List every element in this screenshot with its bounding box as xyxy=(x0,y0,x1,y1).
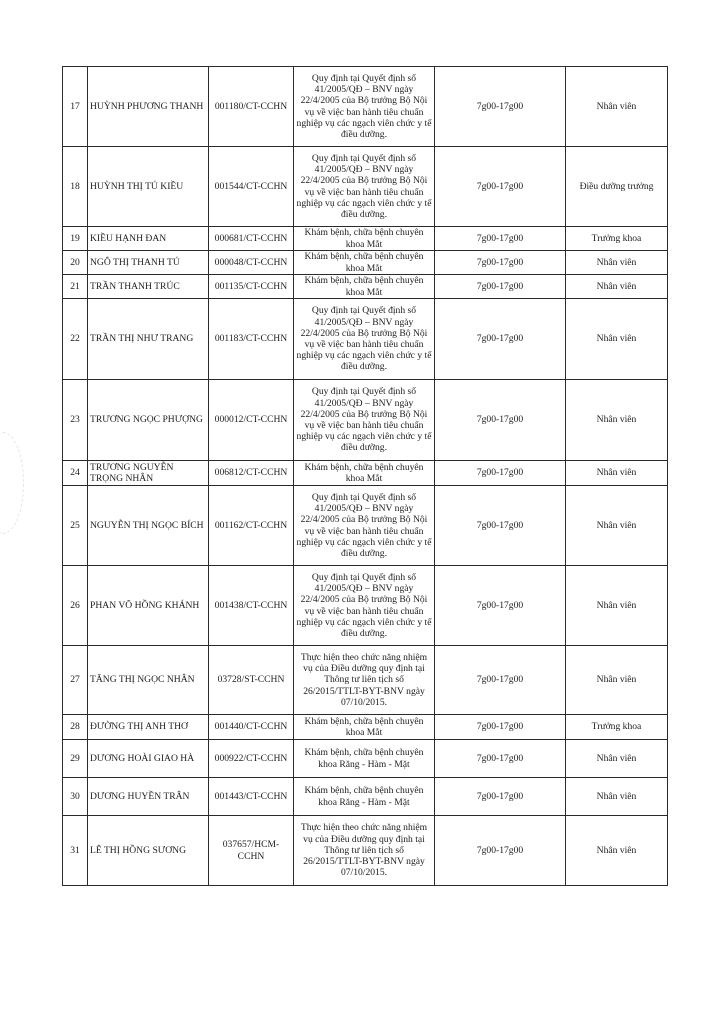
working-hours: 7g00-17g00 xyxy=(435,486,566,566)
row-number: 29 xyxy=(63,740,88,778)
table-row xyxy=(63,778,668,816)
row-number: 20 xyxy=(63,251,88,275)
working-hours: 7g00-17g00 xyxy=(435,275,566,299)
certificate-number: 000048/CT-CCHN xyxy=(209,251,294,275)
practice-scope: Khám bệnh, chữa bệnh chuyên khoa Răng - Hàm - Mặt xyxy=(294,740,435,778)
working-hours: 7g00-17g00 xyxy=(435,566,566,646)
certificate-number: 001440/CT-CCHN xyxy=(209,715,294,740)
position: Nhân viên xyxy=(566,67,668,147)
practice-scope: Quy định tại Quyết định số 41/2005/QĐ – BNV ngày 22/4/2005 của Bộ trưởng Bộ Nội vụ về việc ban hành tiêu chuẩn nghiệp vụ các ngạch viên chức y tế điều dưỡng. xyxy=(294,380,435,461)
certificate-number: 001443/CT-CCHN xyxy=(209,778,294,816)
practice-scope: Quy định tại Quyết định số 41/2005/QĐ – BNV ngày 22/4/2005 của Bộ trưởng Bộ Nội vụ về việc ban hành tiêu chuẩn nghiệp vụ các ngạch viên chức y tế điều dưỡng. xyxy=(294,67,435,147)
table-row xyxy=(63,67,668,147)
certificate-number: 03728/ST-CCHN xyxy=(209,646,294,715)
table-row xyxy=(63,566,668,646)
table-row xyxy=(63,380,668,461)
certificate-number: 000681/CT-CCHN xyxy=(209,227,294,251)
table-row xyxy=(63,227,668,251)
position: Điều dưỡng trưởng xyxy=(566,147,668,227)
staff-name: TĂNG THỊ NGỌC NHÂN xyxy=(88,646,209,715)
certificate-number: 001162/CT-CCHN xyxy=(209,486,294,566)
working-hours: 7g00-17g00 xyxy=(435,67,566,147)
certificate-number: 001438/CT-CCHN xyxy=(209,566,294,646)
certificate-number: 001180/CT-CCHN xyxy=(209,67,294,147)
staff-name: PHAN VÕ HỒNG KHÁNH xyxy=(88,566,209,646)
row-number: 25 xyxy=(63,486,88,566)
position: Nhân viên xyxy=(566,275,668,299)
position: Nhân viên xyxy=(566,299,668,380)
practice-scope: Khám bệnh, chữa bệnh chuyên khoa Mắt xyxy=(294,715,435,740)
practice-scope: Khám bệnh, chữa bệnh chuyên khoa Mắt xyxy=(294,227,435,251)
row-number: 27 xyxy=(63,646,88,715)
staff-name: HUỲNH PHƯƠNG THANH xyxy=(88,67,209,147)
row-number: 18 xyxy=(63,147,88,227)
position: Nhân viên xyxy=(566,646,668,715)
row-number: 17 xyxy=(63,67,88,147)
working-hours: 7g00-17g00 xyxy=(435,715,566,740)
practice-scope: Quy định tại Quyết định số 41/2005/QĐ – BNV ngày 22/4/2005 của Bộ trưởng Bộ Nội vụ về việc ban hành tiêu chuẩn nghiệp vụ các ngạch viên chức y tế điều dưỡng. xyxy=(294,147,435,227)
certificate-number: 001135/CT-CCHN xyxy=(209,275,294,299)
working-hours: 7g00-17g00 xyxy=(435,251,566,275)
practice-scope: Khám bệnh, chữa bệnh chuyên khoa Mắt xyxy=(294,461,435,486)
staff-name: TRƯƠNG NGỌC PHƯỢNG xyxy=(88,380,209,461)
certificate-number: 037657/HCM-CCHN xyxy=(209,816,294,886)
staff-name: DƯƠNG HOÀI GIAO HÀ xyxy=(88,740,209,778)
staff-name: TRƯƠNG NGUYỄN TRỌNG NHÂN xyxy=(88,461,209,486)
certificate-number: 000922/CT-CCHN xyxy=(209,740,294,778)
row-number: 19 xyxy=(63,227,88,251)
staff-name: TRẦN THANH TRÚC xyxy=(88,275,209,299)
table-row xyxy=(63,740,668,778)
staff-name: ĐƯỜNG THỊ ANH THƠ xyxy=(88,715,209,740)
staff-name: NGUYỄN THỊ NGỌC BÍCH xyxy=(88,486,209,566)
table-row xyxy=(63,275,668,299)
row-number: 22 xyxy=(63,299,88,380)
table-row xyxy=(63,461,668,486)
staff-table xyxy=(62,66,668,886)
practice-scope: Khám bệnh, chữa bệnh chuyên khoa Mắt xyxy=(294,251,435,275)
row-number: 26 xyxy=(63,566,88,646)
working-hours: 7g00-17g00 xyxy=(435,299,566,380)
practice-scope: Khám bệnh, chữa bệnh chuyên khoa Mắt xyxy=(294,275,435,299)
working-hours: 7g00-17g00 xyxy=(435,646,566,715)
practice-scope: Thực hiện theo chức năng nhiệm vụ của Điều dưỡng quy định tại Thông tư liên tịch số 26/2015/TTLT-BYT-BNV ngày 07/10/2015. xyxy=(294,816,435,886)
staff-name: NGÔ THỊ THANH TÚ xyxy=(88,251,209,275)
row-number: 23 xyxy=(63,380,88,461)
position: Nhân viên xyxy=(566,566,668,646)
practice-scope: Quy định tại Quyết định số 41/2005/QĐ – BNV ngày 22/4/2005 của Bộ trưởng Bộ Nội vụ về việc ban hành tiêu chuẩn nghiệp vụ các ngạch viên chức y tế điều dưỡng. xyxy=(294,566,435,646)
staff-name: TRẦN THỊ NHƯ TRANG xyxy=(88,299,209,380)
practice-scope: Khám bệnh, chữa bệnh chuyên khoa Răng - Hàm - Mặt xyxy=(294,778,435,816)
working-hours: 7g00-17g00 xyxy=(435,740,566,778)
row-number: 28 xyxy=(63,715,88,740)
position: Nhân viên xyxy=(566,740,668,778)
staff-name: LÊ THỊ HỒNG SƯƠNG xyxy=(88,816,209,886)
table-row xyxy=(63,715,668,740)
partial-stamp-mark xyxy=(0,432,24,534)
row-number: 30 xyxy=(63,778,88,816)
certificate-number: 001183/CT-CCHN xyxy=(209,299,294,380)
position: Nhân viên xyxy=(566,461,668,486)
table-row xyxy=(63,251,668,275)
position: Nhân viên xyxy=(566,251,668,275)
practice-scope: Thực hiện theo chức năng nhiệm vụ của Điều dưỡng quy định tại Thông tư liên tịch số 26/2015/TTLT-BYT-BNV ngày 07/10/2015. xyxy=(294,646,435,715)
practice-scope: Quy định tại Quyết định số 41/2005/QĐ – BNV ngày 22/4/2005 của Bộ trưởng Bộ Nội vụ về việc ban hành tiêu chuẩn nghiệp vụ các ngạch viên chức y tế điều dưỡng. xyxy=(294,299,435,380)
position: Trưởng khoa xyxy=(566,715,668,740)
certificate-number: 000012/CT-CCHN xyxy=(209,380,294,461)
position: Nhân viên xyxy=(566,816,668,886)
position: Nhân viên xyxy=(566,778,668,816)
row-number: 24 xyxy=(63,461,88,486)
row-number: 31 xyxy=(63,816,88,886)
table-row xyxy=(63,646,668,715)
certificate-number: 006812/CT-CCHN xyxy=(209,461,294,486)
working-hours: 7g00-17g00 xyxy=(435,778,566,816)
table-row xyxy=(63,816,668,886)
working-hours: 7g00-17g00 xyxy=(435,380,566,461)
staff-name: HUỲNH THỊ TÚ KIỀU xyxy=(88,147,209,227)
working-hours: 7g00-17g00 xyxy=(435,461,566,486)
position: Nhân viên xyxy=(566,486,668,566)
certificate-number: 001544/CT-CCHN xyxy=(209,147,294,227)
table-row xyxy=(63,147,668,227)
position: Nhân viên xyxy=(566,380,668,461)
working-hours: 7g00-17g00 xyxy=(435,227,566,251)
table-row xyxy=(63,299,668,380)
table-row xyxy=(63,486,668,566)
staff-name: KIỀU HẠNH ĐAN xyxy=(88,227,209,251)
staff-name: DƯƠNG HUYỀN TRÂN xyxy=(88,778,209,816)
practice-scope: Quy định tại Quyết định số 41/2005/QĐ – BNV ngày 22/4/2005 của Bộ trưởng Bộ Nội vụ về việc ban hành tiêu chuẩn nghiệp vụ các ngạch viên chức y tế điều dưỡng. xyxy=(294,486,435,566)
working-hours: 7g00-17g00 xyxy=(435,147,566,227)
row-number: 21 xyxy=(63,275,88,299)
working-hours: 7g00-17g00 xyxy=(435,816,566,886)
position: Trưởng khoa xyxy=(566,227,668,251)
